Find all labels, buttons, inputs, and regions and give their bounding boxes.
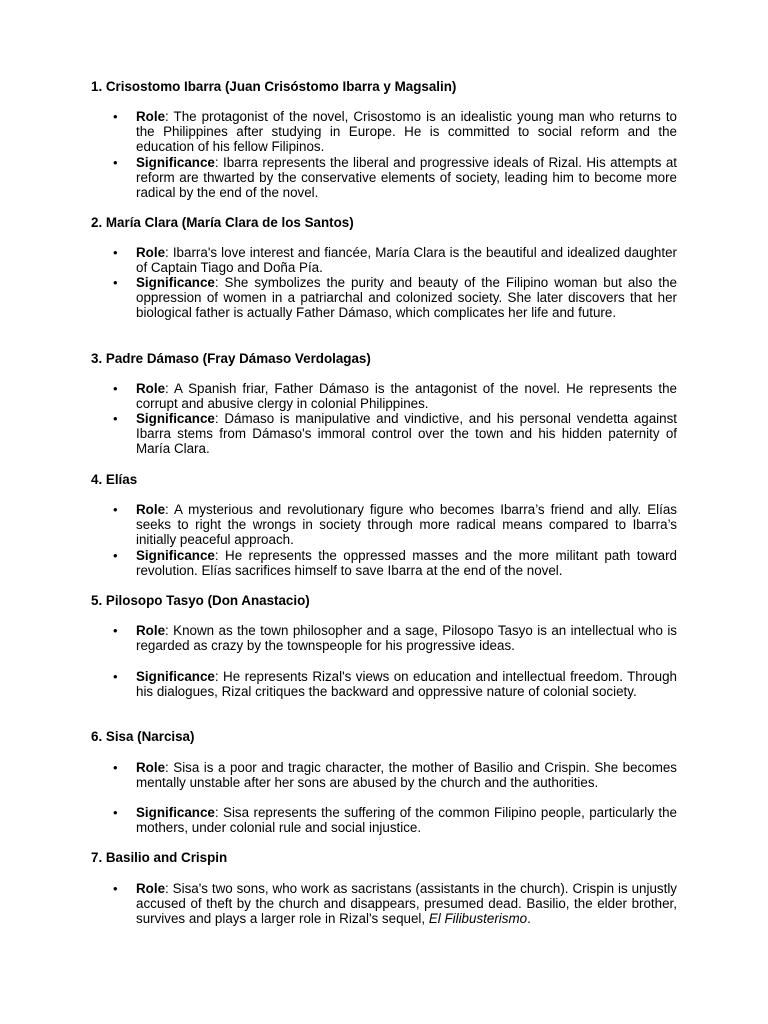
role-label: Role bbox=[136, 245, 166, 260]
significance-text: : Ibarra represents the liberal and progressive ideals of Rizal. His attempts at reform are thwarted by the conservative elements of society, leading him to become more radical by the end of the novel. bbox=[136, 155, 677, 201]
role-label: Role bbox=[136, 881, 166, 896]
section-title: 4. Elías bbox=[91, 472, 138, 487]
bullet-icon: • bbox=[113, 502, 118, 517]
role-label: Role bbox=[136, 109, 166, 124]
role-text: : Ibarra's love interest and fiancée, María Clara is the beautiful and idealized daughter of Captain Tiago and Doña Pía. bbox=[136, 245, 677, 276]
role-text: : A Spanish friar, Father Dámaso is the antagonist of the novel. He represents the corrupt and abusive clergy in colonial Philippines. bbox=[136, 381, 677, 412]
role-item bbox=[136, 502, 677, 548]
section-title: 5. Pilosopo Tasyo (Don Anastacio) bbox=[91, 593, 310, 608]
section-title: 3. Padre Dámaso (Fray Dámaso Verdolagas) bbox=[91, 351, 371, 366]
significance-item bbox=[136, 155, 677, 201]
role-item bbox=[136, 245, 677, 275]
role-item bbox=[136, 881, 677, 927]
significance-label: Significance bbox=[136, 275, 215, 290]
bullet-icon: • bbox=[113, 381, 118, 396]
bullet-icon: • bbox=[113, 805, 118, 820]
role-label: Role bbox=[136, 381, 166, 396]
section-title: 2. María Clara (María Clara de los Santos) bbox=[91, 215, 354, 230]
bullet-icon: • bbox=[113, 275, 118, 290]
bullet-icon: • bbox=[113, 411, 118, 426]
bullet-icon: • bbox=[113, 623, 118, 638]
bullet-icon: • bbox=[113, 669, 118, 684]
role-item bbox=[136, 109, 677, 155]
role-text: : A mysterious and revolutionary figure who becomes Ibarra’s friend and ally. Elías seeks to right the wrongs in society through more radical means compared to Ibarra’s initially peaceful approach. bbox=[136, 502, 677, 548]
bullet-icon: • bbox=[113, 548, 118, 563]
significance-item bbox=[136, 669, 677, 699]
significance-item bbox=[136, 411, 677, 457]
significance-item bbox=[136, 548, 677, 578]
role-text: : Known as the town philosopher and a sage, Pilosopo Tasyo is an intellectual who is regarded as crazy by the townspeople for his progressive ideas. bbox=[136, 623, 677, 654]
significance-label: Significance bbox=[136, 805, 215, 820]
section-title: 6. Sisa (Narcisa) bbox=[91, 729, 195, 744]
role-text: : Sisa's two sons, who work as sacristans (assistants in the church). Crispin is unjustly accused of theft by the church and disappears, presumed dead. Basilio, the elder brother, survives and plays a larger role in Rizal's sequel, bbox=[136, 881, 677, 927]
book-title: El Filibusterismo bbox=[428, 911, 528, 927]
bullet-icon: • bbox=[113, 760, 118, 775]
role-text: : The protagonist of the novel, Crisostomo is an idealistic young man who returns to the Philippines after studying in Europe. He is committed to social reform and the education of his fellow Filipinos. bbox=[136, 109, 677, 155]
significance-item bbox=[136, 275, 677, 321]
bullet-icon: • bbox=[113, 245, 118, 260]
section-title: 1. Crisostomo Ibarra (Juan Crisóstomo Ibarra y Magsalin) bbox=[91, 79, 457, 94]
role-label: Role bbox=[136, 502, 166, 517]
significance-text: : Dámaso is manipulative and vindictive, and his personal vendetta against Ibarra stems from Dámaso's immoral control over the town and his hidden paternity of María Clara. bbox=[136, 411, 677, 457]
bullet-icon: • bbox=[113, 109, 118, 124]
significance-text: : He represents the oppressed masses and the more militant path toward revolution. Elías sacrifices himself to save Ibarra at the end of the novel. bbox=[136, 548, 677, 579]
significance-label: Significance bbox=[136, 411, 215, 426]
significance-label: Significance bbox=[136, 155, 215, 170]
section-title: 7. Basilio and Crispin bbox=[91, 850, 228, 865]
role-item bbox=[136, 381, 677, 411]
significance-item bbox=[136, 805, 677, 835]
significance-text: : He represents Rizal's views on education and intellectual freedom. Through his dialogues, Rizal critiques the backward and oppressive nature of colonial society. bbox=[136, 669, 677, 700]
significance-text: : She symbolizes the purity and beauty of the Filipino woman but also the oppression of women in a patriarchal and colonized society. She later discovers that her biological father is actually Father Dámaso, which complicates her life and future. bbox=[136, 275, 677, 321]
role-text: : Sisa is a poor and tragic character, the mother of Basilio and Crispin. She becomes mentally unstable after her sons are abused by the church and the authorities. bbox=[136, 760, 677, 791]
role-text-end: . bbox=[527, 911, 531, 927]
significance-label: Significance bbox=[136, 669, 215, 684]
role-label: Role bbox=[136, 623, 166, 638]
role-item bbox=[136, 623, 677, 653]
bullet-icon: • bbox=[113, 155, 118, 170]
significance-label: Significance bbox=[136, 548, 215, 563]
significance-text: : Sisa represents the suffering of the common Filipino people, particularly the mothers, under colonial rule and social injustice. bbox=[136, 805, 677, 836]
bullet-icon: • bbox=[113, 881, 118, 896]
role-label: Role bbox=[136, 760, 166, 775]
role-item bbox=[136, 760, 677, 790]
